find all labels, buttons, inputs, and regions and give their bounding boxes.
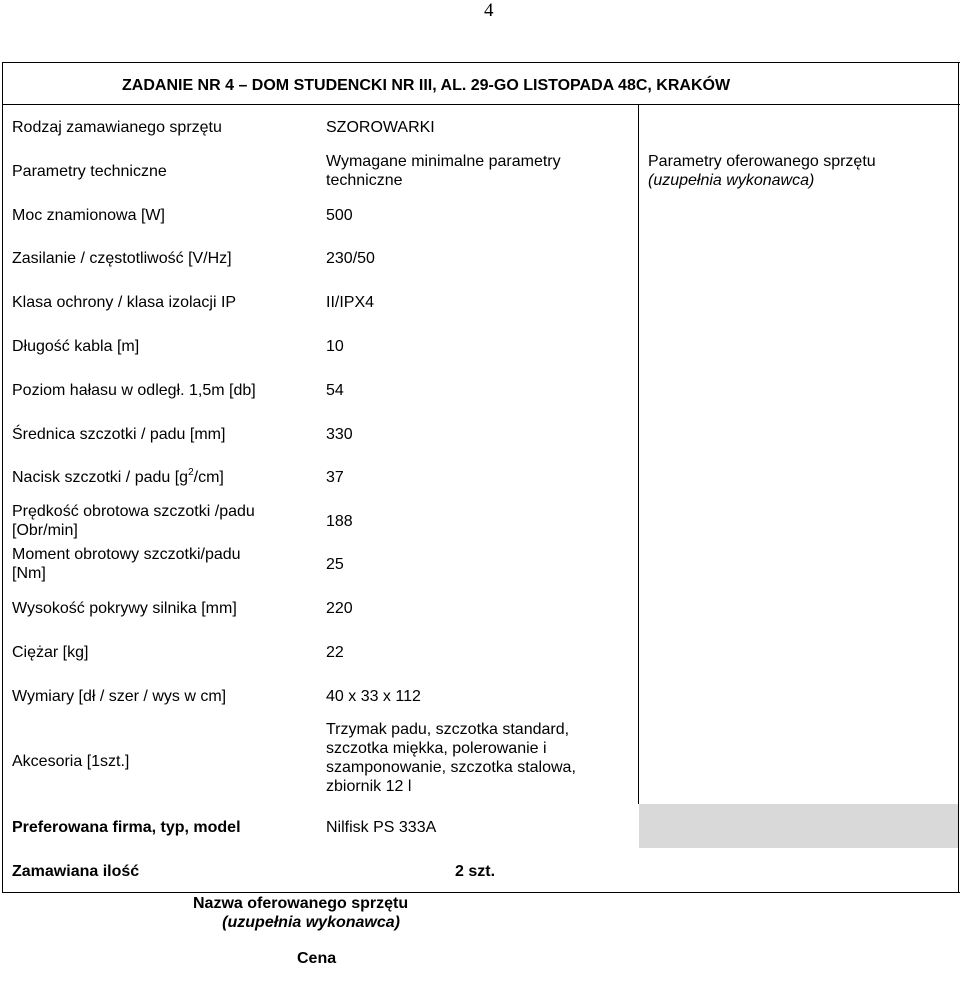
spec-value: 22	[326, 644, 344, 661]
spec-label: Prędkość obrotowa szczotki /padu [Obr/min]	[12, 503, 255, 539]
accessories-value: Trzymak padu, szczotka standard, szczotka miękka, polerowanie i szamponowanie, szczotka stalowa, zbiornik 12 l	[326, 721, 576, 795]
spec-value: 220	[326, 600, 353, 617]
spec-label: Klasa ochrony / klasa izolacji IP	[12, 294, 237, 311]
accessories-label: Akcesoria [1szt.]	[12, 753, 130, 770]
spec-value: 37	[326, 469, 344, 486]
params-header: Parametry techniczne	[12, 163, 167, 180]
page-number: 4	[484, 0, 494, 21]
spec-label: Poziom hałasu w odległ. 1,5m [db]	[12, 382, 256, 399]
spec-value: 500	[326, 207, 353, 224]
spec-label: Wysokość pokrywy silnika [mm]	[12, 600, 237, 617]
spec-label: Moc znamionowa [W]	[12, 207, 165, 224]
equipment-type-value: SZOROWARKI	[326, 119, 435, 136]
spec-label: Ciężar [kg]	[12, 644, 89, 661]
price-label: Cena	[297, 950, 337, 967]
spec-label: Zasilanie / częstotliwość [V/Hz]	[12, 250, 232, 267]
offered-name-label: Nazwa oferowanego sprzętu (uzupełnia wykonawca)	[193, 895, 409, 931]
gray-cell	[639, 804, 958, 848]
spec-label: Nacisk szczotki / padu $[g^2/cm]$	[12, 467, 224, 486]
spec-value: 330	[326, 426, 353, 443]
quantity-label: Zamawiana ilość	[12, 863, 140, 880]
equipment-type-label: Rodzaj zamawianego sprzętu	[12, 119, 222, 136]
required-header: Wymagane minimalne parametry techniczne	[326, 153, 561, 189]
spec-label: Moment obrotowy szczotki/padu [Nm]	[12, 546, 241, 582]
spec-value: II/IPX4	[326, 294, 375, 311]
spec-value: 188	[326, 513, 353, 530]
preferred-label: Preferowana firma, typ, model	[12, 819, 241, 836]
spec-value: 230/50	[326, 250, 375, 267]
spec-label: Wymiary [dł / szer / wys w cm]	[12, 688, 227, 705]
spec-label: Średnica szczotki / padu [mm]	[12, 426, 226, 443]
spec-value: 40 x 33 x 112	[326, 688, 421, 705]
offered-header: Parametry oferowanego sprzętu (uzupełnia wykonawca)	[648, 153, 876, 189]
spec-value: 10	[326, 338, 344, 355]
preferred-value: Nilfisk PS 333A	[326, 819, 437, 836]
quantity-value: 2 szt.	[455, 863, 496, 880]
spec-value: 54	[326, 382, 344, 399]
page-title: ZADANIE NR 4 – DOM STUDENCKI NR III, AL. 29-GO LISTOPADA 48C, KRAKÓW	[122, 77, 731, 94]
spec-label: Długość kabla [m]	[12, 338, 140, 355]
spec-value: 25	[326, 556, 344, 573]
